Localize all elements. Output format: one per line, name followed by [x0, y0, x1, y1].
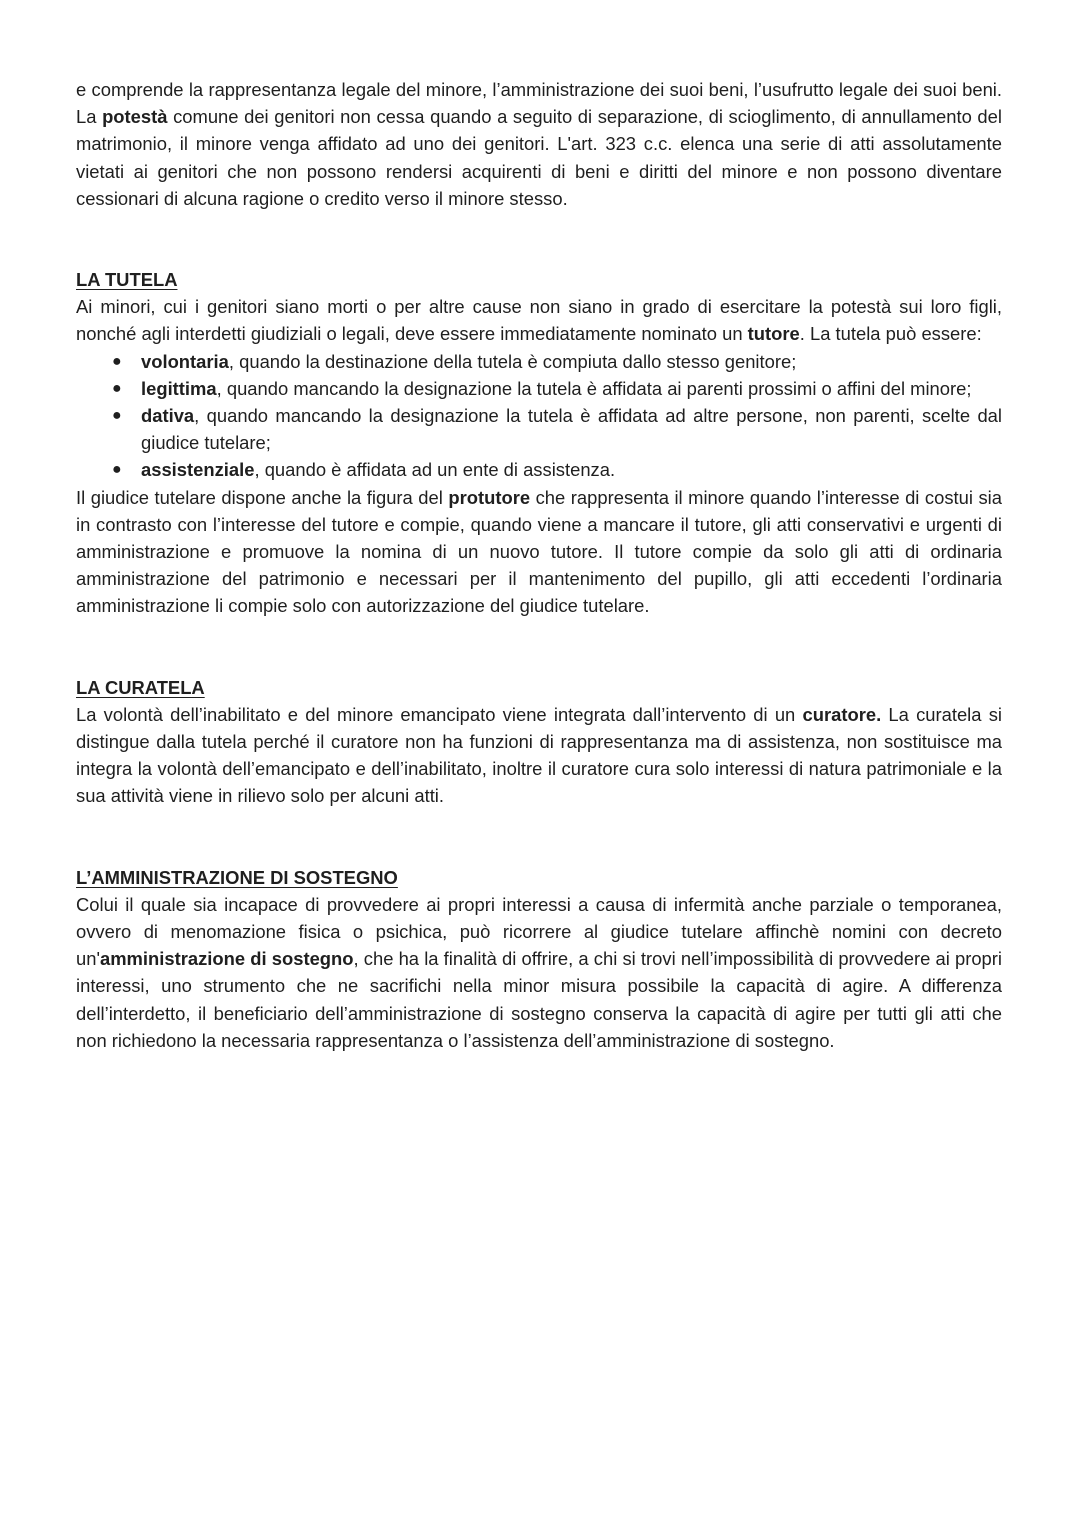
tutela-p2-text-a: Il giudice tutelare dispone anche la figura del — [76, 486, 449, 508]
tutela-paragraph-2 — [76, 484, 1002, 620]
section-heading-curatela: LA CURATELA — [76, 676, 205, 698]
sostegno-bold-amministrazione: amministrazione di sostegno — [99, 948, 354, 970]
list-item — [76, 402, 1002, 456]
curatela-bold-curatore: curatore. — [802, 703, 882, 725]
list-item — [76, 456, 1002, 483]
curatela-paragraph — [76, 701, 1002, 810]
tutela-p2-text-c: che rappresenta il minore quando l’interesse di costui sia in contrasto con l’interesse del tutore e compie, quando viene a mancare il tutore, gli atti conservativi e urgenti di amministrazione e promuove la nomina di un nuovo tutore. Il tutore compie da solo gli atti di ordinaria amministrazione del patrimonio e necessari per il mantenimento del pupillo, gli atti eccedenti l’ordinaria amministrazione li compie solo con autorizzazione del giudice tutelare. — [76, 486, 1002, 617]
curatela-text-c: La curatela si distingue dalla tutela perché il curatore non ha funzioni di rappresentanza ma di assistenza, non sostituisce ma integra la volontà dell’emancipato e dell’inabilitato, inoltre il curatore cura solo interessi di natura patrimoniale e la sua attività viene in rilievo solo per alcuni atti. — [76, 703, 1002, 807]
intro-bold-potesta: potestà — [102, 106, 168, 128]
bullet-icon: ● — [112, 461, 122, 479]
tutela-p1-bold-tutore: tutore — [747, 323, 800, 345]
tutela-p2-bold-protutore: protutore — [448, 486, 531, 508]
list-item-text: , quando la destinazione della tutela è compiuta dallo stesso genitore; — [228, 350, 797, 372]
intro-paragraph — [76, 76, 1002, 212]
sostegno-text-c: , che ha la finalità di offrire, a chi si trovi nell’impossibilità di provvedere ai propri interessi, uno strumento che ne sacrifichi nella minor misura possibile la capacità di agire. A differenza dell’interdetto, il beneficiario dell’amministrazione di sostegno conserva la capacità di agire per tutti gli atti che non richiedono la necessaria rappresentanza o l’assistenza dell’amministrazione di sostegno. — [76, 948, 1002, 1051]
list-item-term: legittima — [141, 377, 217, 399]
intro-text-1: e comprende la rappresentanza legale del minore, l’amministrazione dei suoi beni, l’usufrutto legale dei suoi beni. La — [76, 79, 1002, 128]
list-item-text: , quando mancando la designazione la tutela è affidata ad altre persone, non parenti, scelte dal giudice tutelare; — [141, 405, 1002, 454]
section-sostegno — [76, 864, 1002, 1054]
curatela-text-a: La volontà dell’inabilitato e del minore emancipato viene integrata dall’intervento di un — [76, 703, 803, 725]
bullet-icon: ● — [112, 407, 122, 425]
list-item-text: , quando è affidata ad un ente di assistenza. — [254, 459, 616, 481]
section-curatela — [76, 674, 1002, 810]
tutela-paragraph-1 — [76, 293, 1002, 347]
section-tutela — [76, 266, 1002, 620]
intro-text-2: comune dei genitori non cessa quando a seguito di separazione, di scioglimento, di annullamento del matrimonio, il minore venga affidato ad uno dei genitori. L'art. 323 c.c. elenca una serie di atti assolutamente vietati ai genitori che non possono rendersi acquirenti di beni e diritti del minore e non possono diventare cessionari di alcuna ragione o credito verso il minore stesso. — [76, 106, 1002, 209]
tutela-p1-text-c: . La tutela può essere: — [799, 323, 982, 345]
section-heading-tutela: LA TUTELA — [76, 269, 178, 291]
sostegno-text-a: Colui il quale sia incapace di provvedere ai propri interessi a causa di infermità anche parziale o temporanea, ovvero di menomazione fisica o psichica, può ricorrere al giudice tutelare affinchè nomini con decreto un' — [76, 893, 1002, 970]
list-item-text: , quando mancando la designazione la tutela è affidata ai parenti prossimi o affini del minore; — [216, 377, 972, 399]
list-item-term: assistenziale — [141, 459, 255, 481]
list-item — [76, 375, 1002, 402]
bullet-icon: ● — [112, 352, 122, 370]
tutela-p1-text-a: Ai minori, cui i genitori siano morti o per altre cause non siano in grado di esercitare la potestà sui loro figli, nonché agli interdetti giudiziali o legali, deve essere immediatamente nominato un — [76, 296, 1002, 345]
section-heading-sostegno: L’AMMINISTRAZIONE DI SOSTEGNO — [76, 866, 398, 888]
bullet-icon: ● — [112, 379, 122, 397]
sostegno-paragraph — [76, 891, 1002, 1054]
list-item-term: volontaria — [141, 350, 229, 372]
list-item — [76, 348, 1002, 375]
list-item-term: dativa — [141, 405, 195, 427]
tutela-type-list — [76, 348, 1002, 484]
